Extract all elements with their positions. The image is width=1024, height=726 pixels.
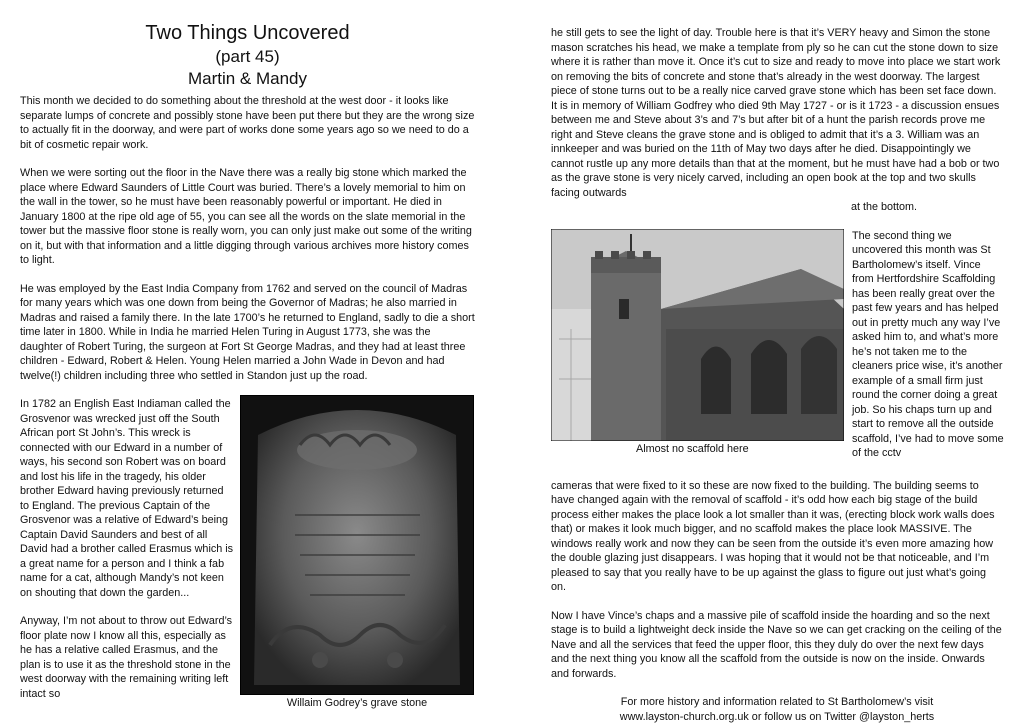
footer-line-2: www.layston-church.org.uk or follow us on Twitter @layston_herts [619,711,935,723]
article-title: Two Things Uncovered [145,22,350,44]
church-section [551,229,1003,479]
grave-stone-figure [240,395,474,709]
church-figure [551,229,844,455]
church-photo [551,229,844,441]
article-authors: Martin & Mandy [187,69,308,88]
paragraph-threshold: This month we decided to do something about the threshold at the west door - it looks like separate lumps of concrete and possibly stone have been put there but they are the wrong size to actually fit in the doorway, and were part of works done some years ago so we need to do a bit of cosmetic repair work. [20,95,475,151]
grosvenor-section [20,397,475,709]
article-header [20,20,475,90]
paragraph-cctv: cameras that were fixed to it so these are now fixed to the building. The building seems to have changed again with the removal of scaffold - it’s odd how each big stage of the build process either makes the place look a lot smaller than it was, (erecting block work walls does that) or makes it look much bigger, and no scaffold makes the place look MASSIVE. The windows really work and now they can be seen from the outside it’s even more amazing how the double glazing just disappears. I was hoping that it would not be that noticeable, and I’m pleased to say that you really have to be up against the glass to figure out just what’s going on. [551,479,995,593]
paragraph-vince-chaps: Now I have Vince’s chaps and a massive pile of scaffold inside the hoarding and so the next stage is to build a lightweight deck inside the Nave so we can get cracking on the ceiling of the Nave and all the services that feed the upper floor, this they duly do over the next few days and the next thing you know all the scaffold from the outside is now on the inside. Onwards and forwards. [551,609,1002,680]
article-subtitle: (part 45) [215,47,280,66]
paragraph-second-thing: The second thing we uncovered this month was St Bartholomew’s itself. Vince from Hertfordshire Scaffolding has been really great over the past few years and has helped out in pretty much any way I’ve asked him to, and what’s more he’s not taken me to the cleaners price wise, it’s another example of a small firm just round the corner doing a great job. So his chaps turn up and start to remove all the outside scaffold, I’ve had to move some of the cctv [852,229,1004,459]
grave-stone-photo [240,395,474,695]
grave-stone-caption: Willaim Godrey’s grave stone [286,697,428,709]
footer [551,695,1003,725]
paragraph-godfrey-stone: he still gets to see the light of day. Trouble here is that it’s VERY heavy and Simon the stone mason scratches his head, we make a template from ply so he can cut the stone down to size where it is rather than move it. Once it’s cut to size and ready to move into place we start work on removing the bits of concrete and stone that’s already in the west doorway. The largest piece of stone turns out to be a really nice carved grave stone which has been set face down. It is in memory of William Godfrey who died 9th May 1727 - or is it 1723 - a discussion ensues between me and Steve about 3’s and 7’s but after bit of a hunt the parish records prove me right and Steve cleans the grave stone and is obliged to admit that it’s a 3. William was an innkeeper and was buried on the 11th of May two days after he died. Disappointingly we cannot rustle up any more details than that at the moment, but he must have had a bob or two as the grave stone is very nicely carved, including an open book at the top and two skulls facing outwards [551,27,1001,199]
paragraph-grosvenor: In 1782 an English East Indiaman called the Grosvenor was wrecked just off the South African port St John’s. This wreck is connected with our Edward in a number of ways, his second son Robert was on board and lost his life in the tragedy, his older brother Edward having previously returned to England. The previous Captain of the Grosvenor was a relative of Edward’s being Captain David Saunders and best of all David had a brother called Erasmus which is a great name for a person and I think a fab name for a cat, although Mandy’s not keen on shouting that down the garden... [20,398,234,599]
paragraph-godfrey-stone-end: at the bottom. [851,201,918,213]
paragraph-floor-plate: Anyway, I’m not about to throw out Edward’s floor plate now I know all this, especially as he has a relative called Erasmus, and the plan is to use it as the threshold stone in the west doorway with the remaining writing left intact so [20,615,233,700]
right-page [551,26,1004,723]
paragraph-east-india: He was employed by the East India Company from 1762 and served on the council of Madras for many years which was one down from being the Governor of Madras; he also married in Madras and raised a family there. In the late 1700’s he returned to England, sadly to die a short time later in 1800. While in India he married Helen Turing in August 1773, she was the daughter of Robert Turing, the surgeon at Fort St George Madras, and they had at least three children - Edward, Robert & Helen. Young Helen married a John Wade in Devon and had twelve(!) children including three who settled in Standon just up the road. [20,282,475,382]
footer-line-1: For more history and information related to St Bartholomew’s visit [620,696,934,708]
grosvenor-text [20,397,235,701]
left-page [20,20,475,720]
paragraph-edward-saunders: When we were sorting out the floor in the Nave there was a really big stone which marked the place where Edward Saunders of Little Court was buried. There’s a lovely memorial to him on the wall in the tower, so he must have been reasonably powerful or important. He died in January 1800 at the ripe old age of 55, you can see all the words on the slate memorial in the tower but the massive floor stone is really worn, you can only just make out some of the writing on it, but with that information and a little digging through various archives more history comes to light. [20,167,472,266]
church-caption: Almost no scaffold here [636,442,749,455]
